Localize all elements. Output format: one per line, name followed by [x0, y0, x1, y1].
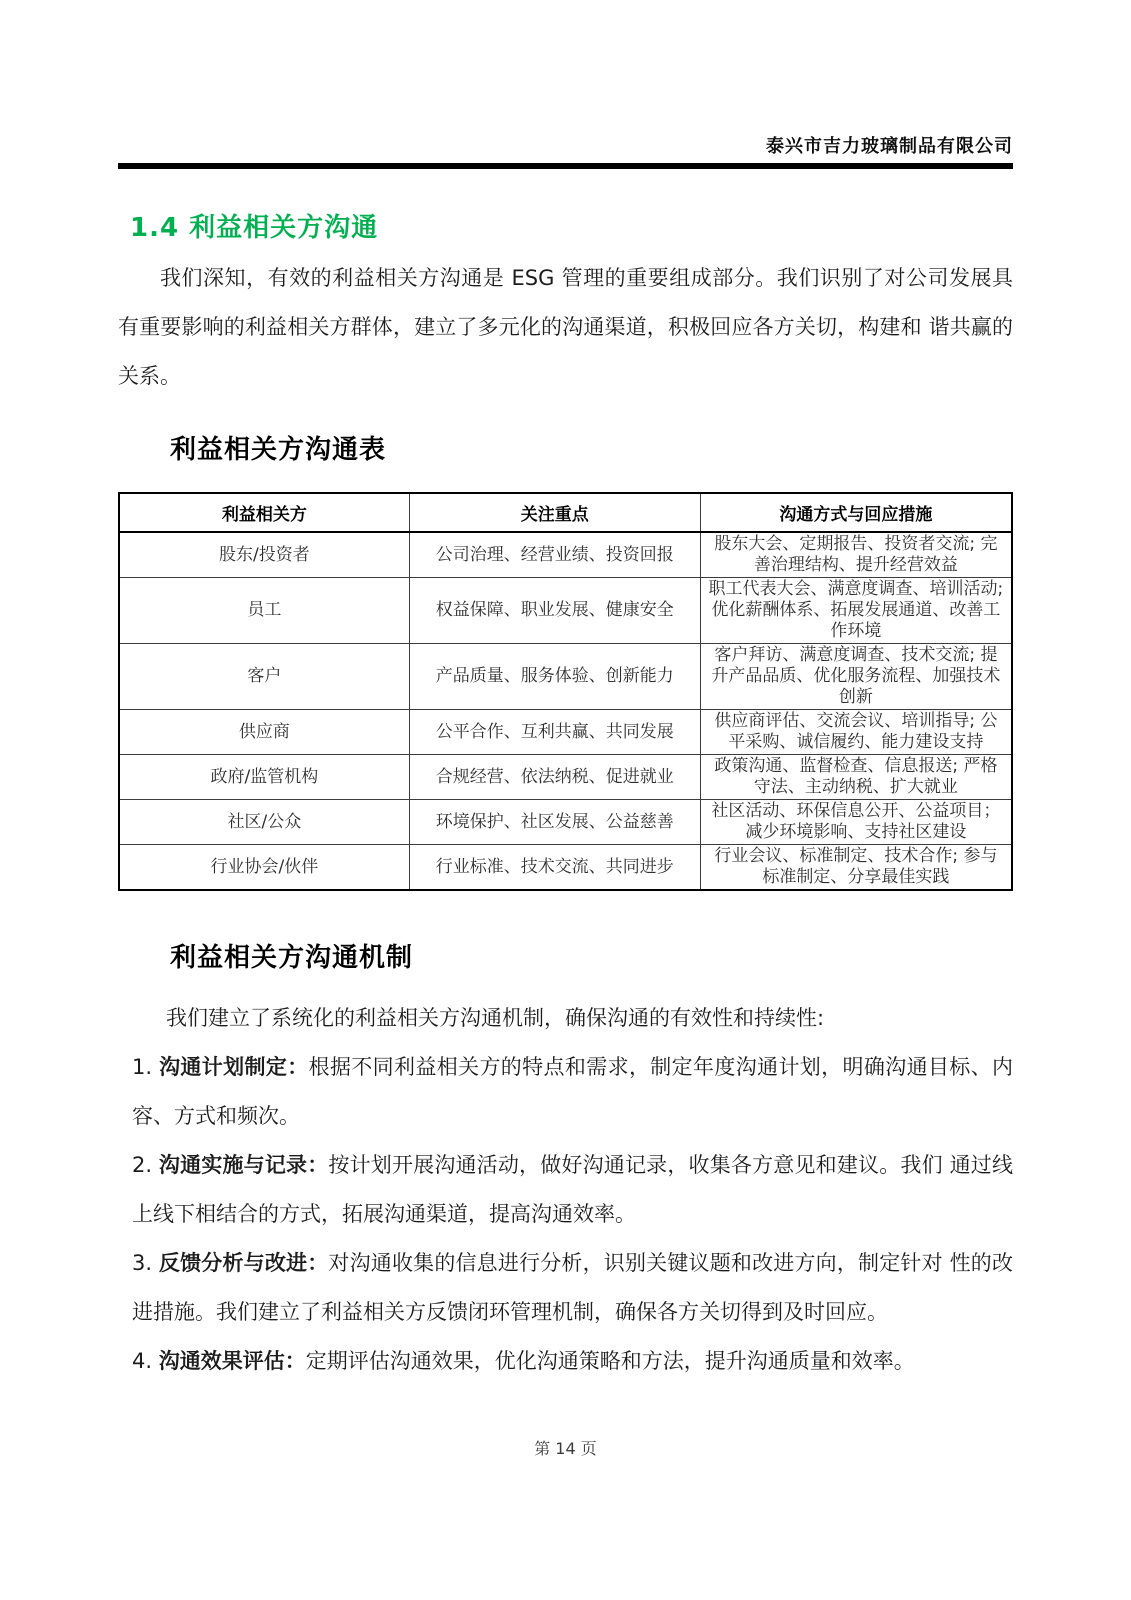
section-lead-paragraph: 我们深知，有效的利益相关方沟通是 ESG 管理的重要组成部分。我们识别了对公司发展具有重要影响的利益相关方群体，建立了多元化的沟通渠道，积极回应各方关切，构建和 谐共赢的关系。 [118, 266, 1014, 388]
table-row [119, 755, 1012, 800]
item-number: 1. [132, 1055, 160, 1079]
cell-communication: 供应商评估、交流会议、培训指导; 公平采购、诚信履约、能力建设支持 [700, 710, 1012, 755]
cell-communication: 社区活动、环保信息公开、公益项目；减少环境影响、支持社区建设 [700, 800, 1012, 845]
table-row [119, 710, 1012, 755]
item-label: 沟通效果评估： [158, 1349, 306, 1373]
section-title: 1.4 利益相关方沟通 [130, 213, 379, 243]
item-label: 沟通实施与记录： [158, 1153, 329, 1177]
item-text: 对沟通收集的信息进行分析，识别关键议题和改进方向，制定针对 性的改进措施。我们建立了利益相关方反馈闭环管理机制，确保各方关切得到及时回应。 [132, 1251, 1013, 1324]
cell-stakeholder: 社区/公众 [119, 800, 409, 845]
cell-focus: 合规经营、依法纳税、促进就业 [409, 755, 700, 800]
item-label: 沟通计划制定： [159, 1055, 309, 1079]
stakeholder-table-title: 利益相关方沟通表 [170, 435, 387, 465]
cell-communication: 职工代表大会、满意度调查、培训活动; 优化薪酬体系、拓展发展通道、改善工作环境 [700, 578, 1012, 644]
cell-stakeholder: 员工 [119, 578, 409, 644]
cell-communication: 股东大会、定期报告、投资者交流; 完善治理结构、提升经营效益 [700, 532, 1012, 578]
item-number: 3. [132, 1251, 159, 1275]
mechanism-title: 利益相关方沟通机制 [170, 943, 414, 973]
item-text: 根据不同利益相关方的特点和需求，制定年度沟通计划，明确沟通目标、内容、方式和频次。 [132, 1055, 1014, 1128]
item-number: 4. [132, 1349, 159, 1373]
cell-stakeholder: 政府/监管机构 [119, 755, 409, 800]
cell-focus: 环境保护、社区发展、公益慈善 [409, 800, 700, 845]
item-number: 2. [132, 1153, 159, 1177]
table-row [119, 644, 1012, 710]
cell-stakeholder: 客户 [119, 644, 409, 710]
item-text: 定期评估沟通效果，优化沟通策略和方法，提升沟通质量和效率。 [305, 1349, 915, 1373]
cell-communication: 行业会议、标准制定、技术合作; 参与标准制定、分享最佳实践 [700, 845, 1012, 891]
cell-focus: 公平合作、互利共赢、共同发展 [409, 710, 700, 755]
cell-focus: 权益保障、职业发展、健康安全 [409, 578, 700, 644]
table-row [119, 532, 1012, 578]
table-row [119, 845, 1012, 891]
cell-focus: 产品质量、服务体验、创新能力 [409, 644, 700, 710]
cell-stakeholder: 行业协会/伙伴 [119, 845, 409, 891]
cell-communication: 客户拜访、满意度调查、技术交流; 提升产品品质、优化服务流程、加强技术创新 [700, 644, 1012, 710]
cell-focus: 行业标准、技术交流、共同进步 [409, 845, 700, 891]
mechanism-item [132, 1337, 1013, 1386]
cell-stakeholder: 供应商 [119, 710, 409, 755]
table-row [119, 800, 1012, 845]
table-row [119, 578, 1012, 644]
header-rule [118, 163, 1013, 169]
mechanism-items [118, 1043, 1013, 1386]
table-header-row [119, 493, 1012, 532]
cell-communication: 政策沟通、监督检查、信息报送; 严格守法、主动纳税、扩大就业 [700, 755, 1012, 800]
cell-focus: 公司治理、经营业绩、投资回报 [409, 532, 700, 578]
item-text: 按计划开展沟通活动，做好沟通记录，收集各方意见和建议。我们 通过线上线下相结合的方式，拓展沟通渠道，提高沟通效率。 [132, 1153, 1013, 1226]
mechanism-item [132, 1239, 1013, 1337]
page-number: 第 14 页 [534, 1439, 597, 1458]
stakeholder-table [118, 492, 1013, 891]
mechanism-item [132, 1141, 1013, 1239]
cell-stakeholder: 股东/投资者 [119, 532, 409, 578]
col-header-stakeholder: 利益相关方 [119, 493, 409, 532]
mechanism-item [132, 1043, 1013, 1141]
col-header-communication: 沟通方式与回应措施 [700, 493, 1012, 532]
item-label: 反馈分析与改进： [158, 1251, 329, 1275]
mechanism-intro: 我们建立了系统化的利益相关方沟通机制，确保沟通的有效性和持续性: [166, 1006, 825, 1030]
company-name: 泰兴市吉力玻璃制品有限公司 [766, 136, 1013, 157]
col-header-focus: 关注重点 [409, 493, 700, 532]
